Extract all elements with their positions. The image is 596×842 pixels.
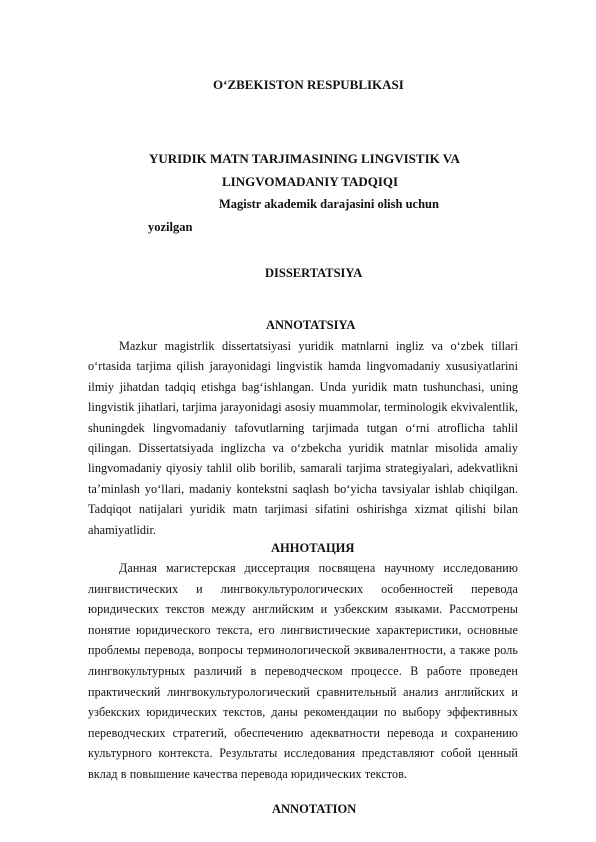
- annotaciya-ru-heading: АННОТАЦИЯ: [271, 541, 355, 555]
- annotatsiya-heading: ANNOTATSIYA: [266, 318, 356, 332]
- thesis-title-line-1: YURIDIK MATN TARJIMASINING LINGVISTIK VA: [149, 151, 460, 166]
- annotation-en-heading: ANNOTATION: [272, 802, 357, 816]
- written-label: yozilgan: [148, 220, 193, 234]
- annotatsiya-text: Mazkur magistrlik dissertatsiyasi yuridik matnlarni ingliz va o‘zbek tillari o‘rtasida tarjima qilish jarayonidagi lingvistik hamda lingvomadaniy xususiyatlarini ilmiy jihatdan tadqiq etishga bag‘ishlangan. Unda yuridik matn tushunchasi, uning lingvistik jihatlari, tarjima jarayonidagi asosiy muammolar, terminologik ekvivalentlik, shuningdek lingvomadaniy tafovutlarning tarjimada tutgan o‘rni atroflicha tahlil qilingan. Dissertatsiyada inglizcha va o‘zbekcha yuridik matnlar misolida amaliy lingvomadaniy qiyosiy tahlil olib borilib, samarali tarjima strategiyalari, adekvatlikni ta’minlash yo‘llari, madaniy kontekstni saqlash bo‘yicha tavsiyalar ishlab chiqilgan. Tadqiqot natijalari yuridik matn tarjimasi sifatini oshirishga xizmat qilishi bilan ahamiyatlidir.: [88, 339, 518, 537]
- thesis-title-line-2: LINGVOMADANIY TADQIQI: [222, 174, 399, 189]
- degree-line: Magistr akademik darajasini olish uchun: [219, 197, 439, 211]
- annotaciya-ru-text: Данная магистерская диссертация посвящена научному исследованию лингвистических и лингвокультурологических особенностей перевода юридических текстов между английским и узбекским языками. Рассмотрены понятие юридического текста, его лингвистические характеристики, основные проблемы перевода, вопросы терминологической эквивалентности, а также роль лингвокультурных различий в переводческом процессе. В работе проведен практический лингвокультурологический сравнительный анализ английских и узбекских юридических текстов, даны рекомендации по выбору эффективных переводческих стратегий, обеспечению адекватности перевода и сохранению культурного контекста. Результаты исследования представляют собой ценный вклад в повышение качества перевода юридических текстов.: [88, 561, 518, 781]
- dissertation-label: DISSERTATSIYA: [265, 266, 363, 280]
- republic-heading: O‘ZBEKISTON RESPUBLIKASI: [213, 77, 404, 92]
